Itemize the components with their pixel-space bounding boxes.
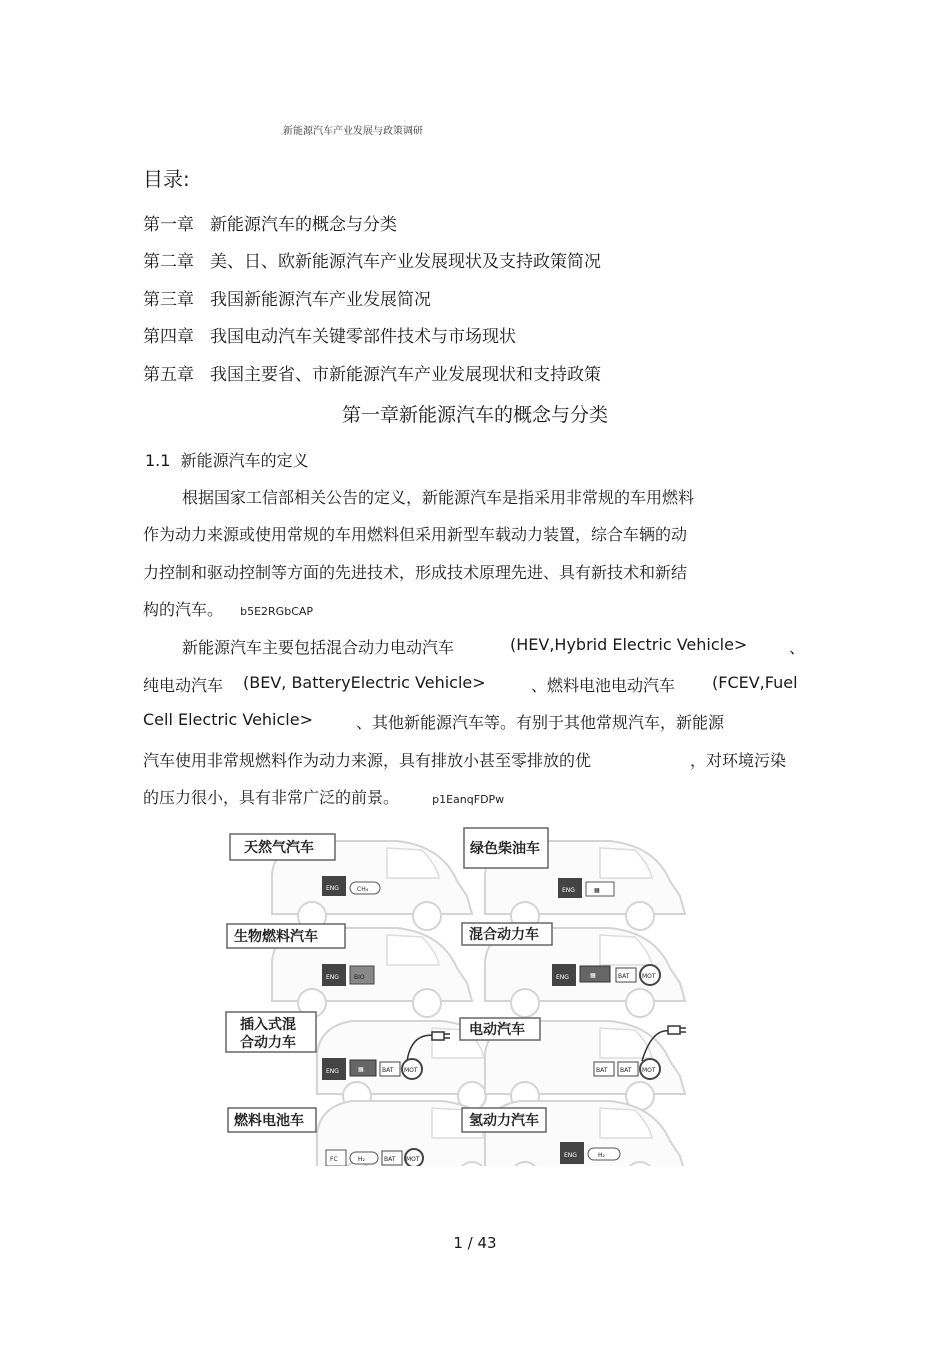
toc-title: 目录: xyxy=(143,167,190,191)
car-part-label: BAT xyxy=(382,1067,394,1074)
toc-chapter: 第五章 xyxy=(143,365,194,385)
car-label-line1: 插入式混 xyxy=(240,1017,296,1033)
para2-line xyxy=(143,785,504,808)
toc-item[interactable] xyxy=(143,247,601,272)
para1-line xyxy=(143,597,313,620)
car-label: 电动汽车 xyxy=(469,1022,525,1038)
para2-text: 新能源汽车主要包括混合动力电动汽车 xyxy=(182,638,455,657)
car-part-label: ▦ xyxy=(590,972,596,979)
car-label: 燃料电池车 xyxy=(234,1113,304,1129)
car-hybrid xyxy=(462,923,685,1017)
car-part-label: ENG xyxy=(326,885,339,892)
car-part-label: ENG xyxy=(326,1068,339,1075)
car-part-label: ▦ xyxy=(594,887,600,894)
para2-line: (FCEV,Fuel xyxy=(712,673,798,692)
para2-line: 汽车使用非常规燃料作为动力来源，具有排放小甚至零排放的优 xyxy=(143,751,592,770)
car-label-line2: 合动力车 xyxy=(240,1035,296,1051)
plug-icon xyxy=(668,1026,686,1034)
toc-item[interactable] xyxy=(143,360,601,385)
toc-item[interactable] xyxy=(143,285,431,310)
para2-last-line: 的压力很小，具有非常广泛的前景。 xyxy=(143,788,400,807)
para1-tag: b5E2RGbCAP xyxy=(240,605,314,618)
car-part-label: BIO xyxy=(354,974,365,981)
car-part-label: FC xyxy=(330,1156,338,1163)
car-part-label: H₂ xyxy=(598,1152,605,1159)
toc-chapter-title: 我国新能源汽车产业发展简况 xyxy=(210,290,431,310)
car-label: 天然气汽车 xyxy=(244,840,314,856)
car-part-label: ▦ xyxy=(358,1066,364,1073)
toc-chapter-title: 我国主要省、市新能源汽车产业发展现状和支持政策 xyxy=(210,365,601,385)
para2-line: ，对环境污染 xyxy=(690,751,787,770)
toc-chapter-title: 新能源汽车的概念与分类 xyxy=(210,215,397,235)
car-part-label: BAT xyxy=(618,973,630,980)
car-part-label: MOT xyxy=(642,973,656,980)
para1-line: 力控制和驱动控制等方面的先进技术，形成技术原理先进、具有新技术和新结 xyxy=(143,563,688,582)
car-green-diesel xyxy=(464,828,685,930)
vehicle-types-figure xyxy=(222,826,692,1166)
car-part-label: ENG xyxy=(564,1152,577,1159)
car-label: 绿色柴油车 xyxy=(470,841,540,857)
car-label: 生物燃料汽车 xyxy=(234,929,318,945)
tank-icon xyxy=(586,882,614,896)
toc-chapter: 第四章 xyxy=(143,327,194,347)
para2-line xyxy=(182,635,454,658)
para2-line: Cell Electric Vehicle> xyxy=(143,710,313,729)
page-header: 新能源汽车产业发展与政策调研 xyxy=(283,126,423,137)
car-part-label: MOT xyxy=(404,1067,418,1074)
car-part-label: H₂ xyxy=(358,1156,365,1163)
para1-line: 根据国家工信部相关公告的定义，新能源汽车是指采用非常规的车用燃料 xyxy=(182,488,695,507)
car-part-label: BAT xyxy=(384,1156,396,1163)
para2-line: 纯电动汽车 xyxy=(143,676,224,695)
section-number: 1.1 xyxy=(145,451,171,470)
para2-line: 、 xyxy=(789,638,806,657)
para2-line: 、其他新能源汽车等。有别于其他常规汽车，新能源 xyxy=(356,713,725,732)
para2-line: 、燃料电池电动汽车 xyxy=(531,676,676,695)
car-electric xyxy=(460,1018,686,1110)
car-part-label: ENG xyxy=(326,974,339,981)
para2-line: (BEV, BatteryElectric Vehicle> xyxy=(243,673,486,692)
para1-line: 作为动力来源或使用常规的车用燃料但采用新型车载动力装置，综合车辆的动 xyxy=(143,525,688,544)
car-part-label: CH₄ xyxy=(357,886,369,893)
toc-chapter-title: 我国电动汽车关键零部件技术与市场现状 xyxy=(210,327,516,347)
toc-chapter-title: 美、日、欧新能源汽车产业发展现状及支持政策简况 xyxy=(210,252,601,272)
section-title: 新能源汽车的定义 xyxy=(180,451,309,470)
para1-last-line: 构的汽车。 xyxy=(143,600,224,619)
page-number: 1 / 43 xyxy=(453,1234,497,1252)
car-hydrogen xyxy=(462,1101,685,1166)
chapter-title: 第一章新能源汽车的概念与分类 xyxy=(341,404,608,426)
car-natural-gas xyxy=(230,834,472,930)
car-part-label: ENG xyxy=(562,887,575,894)
para2-line: (HEV,Hybrid Electric Vehicle> xyxy=(510,635,748,654)
section-heading xyxy=(145,448,309,471)
car-part-label: BAT xyxy=(596,1067,608,1074)
car-part-label: MOT xyxy=(406,1156,420,1163)
toc-chapter: 第二章 xyxy=(143,252,194,272)
toc-item[interactable] xyxy=(143,322,516,347)
car-part-label: MOT xyxy=(642,1067,656,1074)
car-part-label: ENG xyxy=(556,974,569,981)
toc-item[interactable] xyxy=(143,210,397,235)
car-part-label: BAT xyxy=(620,1067,632,1074)
car-label: 氢动力汽车 xyxy=(469,1113,539,1129)
car-biofuel xyxy=(227,924,472,1017)
para2-tag: p1EanqFDPw xyxy=(432,793,505,806)
toc-chapter: 第一章 xyxy=(143,215,194,235)
car-label: 混合动力车 xyxy=(469,927,539,943)
toc-chapter: 第三章 xyxy=(143,290,194,310)
